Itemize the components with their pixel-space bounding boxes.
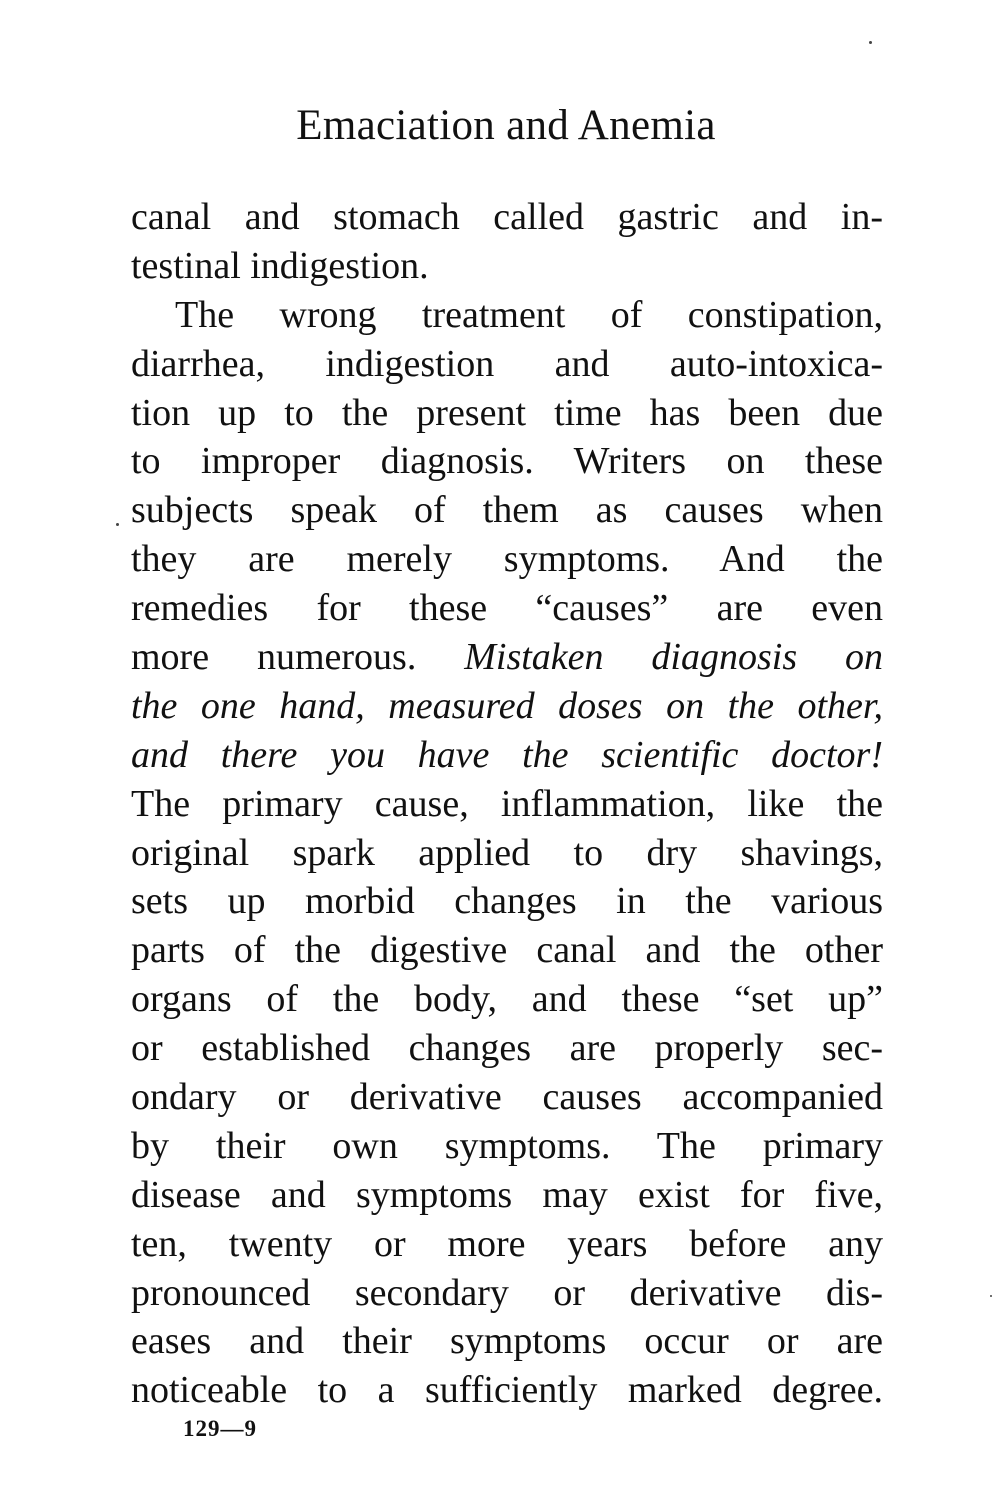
text-line: disease and symptoms may exist for five,: [131, 1173, 883, 1216]
body-text: [131, 193, 883, 1415]
text-line: ten, twenty or more years before any: [131, 1222, 883, 1265]
text-line: organs of the body, and these “set up”: [131, 978, 883, 1021]
scan-speck: [869, 41, 872, 44]
italic-run: Mistaken diagnosis on: [464, 636, 883, 679]
text-line: by their own symptoms. The primary: [131, 1124, 883, 1167]
text-line: testinal indigestion.: [131, 244, 429, 287]
text-line-mixed: [131, 633, 883, 682]
text-line: noticeable to a sufficiently marked degree.: [131, 1369, 883, 1412]
text-line-italic: the one hand, measured doses on the other,: [131, 684, 883, 727]
text-line: or established changes are properly sec-: [131, 1027, 883, 1070]
scan-speck: [990, 1295, 992, 1297]
running-head: Emaciation and Anemia: [296, 102, 716, 149]
text-line: ondary or derivative causes accompanied: [131, 1076, 883, 1119]
text-line: parts of the digestive canal and the other: [131, 929, 883, 972]
scan-speck: [116, 523, 119, 526]
text-line: pronounced secondary or derivative dis-: [131, 1271, 883, 1314]
text-line: tion up to the present time has been due: [131, 391, 883, 434]
text-line: they are merely symptoms. And the: [131, 538, 883, 581]
text-line: The primary cause, inflammation, like the: [131, 782, 883, 825]
text-line: subjects speak of them as causes when: [131, 489, 883, 532]
text-line: canal and stomach called gastric and in-: [131, 196, 883, 238]
text-line: diarrhea, indigestion and auto-intoxica-: [131, 342, 883, 385]
text-line: to improper diagnosis. Writers on these: [131, 440, 883, 483]
roman-run: more numerous.: [131, 636, 465, 679]
text-line: eases and their symptoms occur or are: [131, 1320, 883, 1363]
text-line: The wrong treatment of constipation,: [175, 293, 883, 336]
text-line-italic: and there you have the scientific doctor!: [131, 733, 883, 776]
text-line: sets up morbid changes in the various: [131, 880, 883, 923]
text-line: original spark applied to dry shavings,: [131, 831, 883, 874]
text-line: remedies for these “causes” are even: [131, 587, 883, 630]
signature-mark: 129—9: [183, 1416, 257, 1441]
